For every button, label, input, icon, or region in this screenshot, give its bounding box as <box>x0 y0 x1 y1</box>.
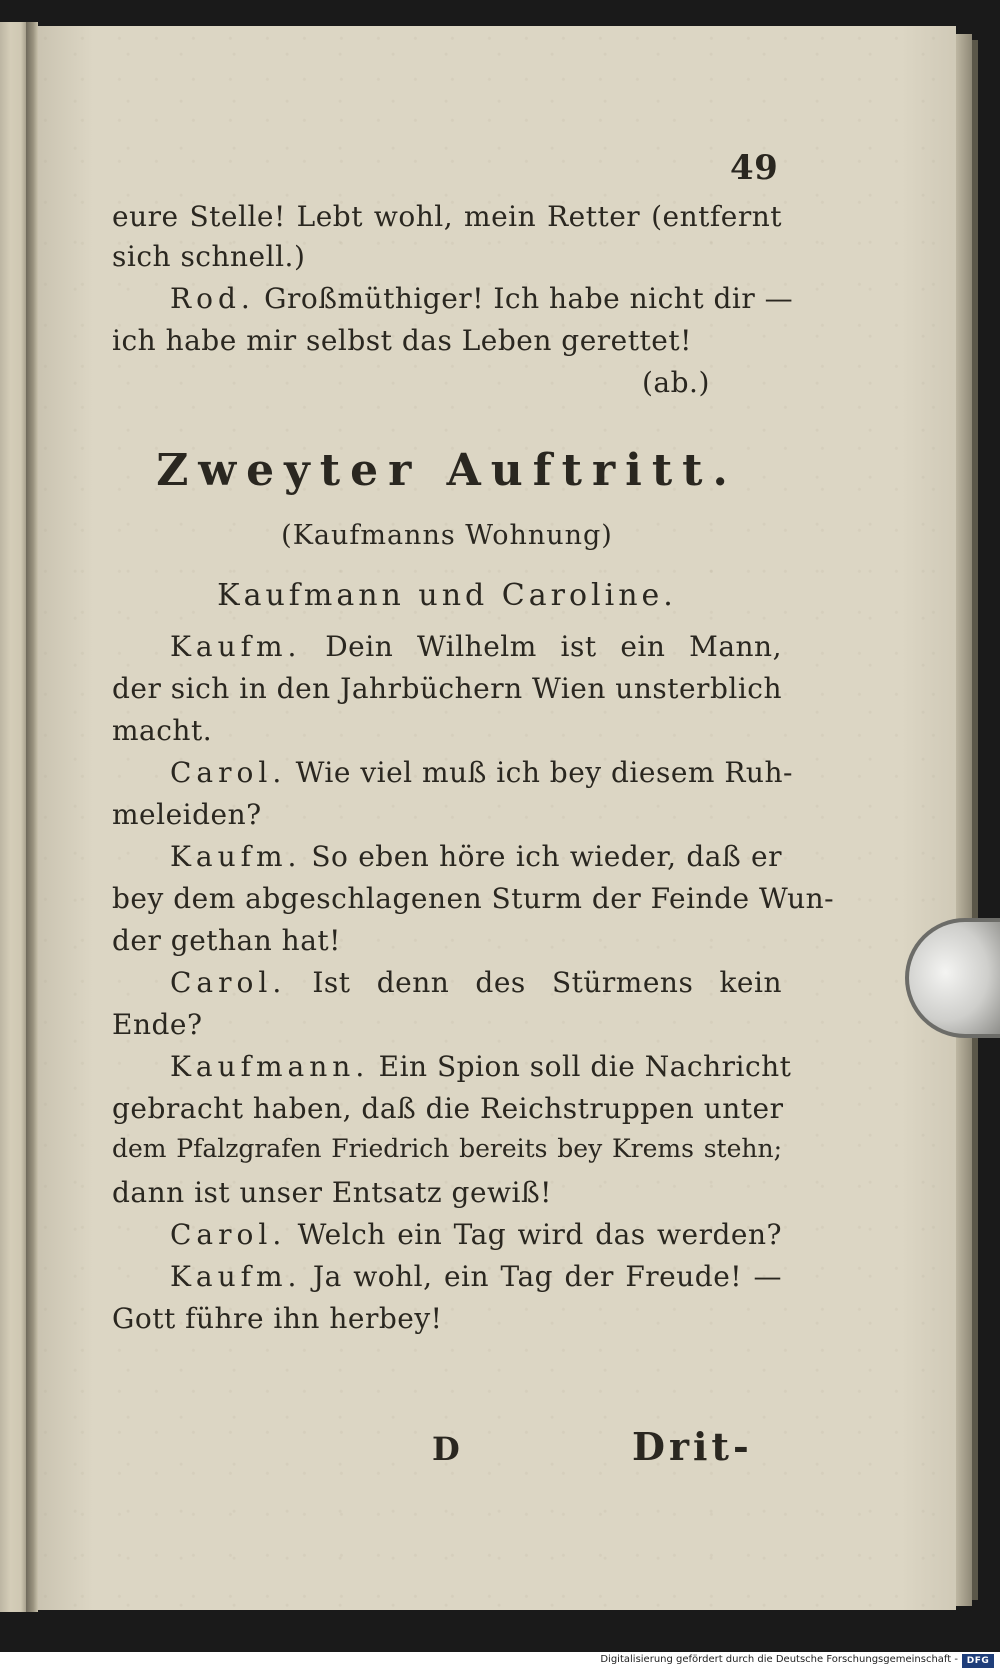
page-stack-edge <box>956 34 972 1606</box>
stage-direction: (ab.) <box>642 366 710 399</box>
dialogue-line <box>112 1092 782 1125</box>
line-text: der gethan hat! <box>112 924 341 957</box>
speaker-name: Carol. <box>170 966 287 999</box>
credit-text: Digitalisierung gefördert durch die Deutsche Forschungsgemeinschaft - <box>600 1654 958 1665</box>
line-text: dann ist unser Entsatz gewiß! <box>112 1176 552 1209</box>
dfg-logo: DFG <box>962 1654 994 1668</box>
previous-page-edge <box>0 22 26 1612</box>
line-text: dem Pfalzgrafen Friedrich bereits bey Krems stehn; <box>112 1134 782 1163</box>
dialogue-line <box>112 1302 782 1335</box>
line-text: Dein Wilhelm ist ein Mann, <box>325 630 782 663</box>
signature-mark: D <box>432 1430 461 1468</box>
scene-location: (Kaufmanns Wohnung) <box>281 520 613 551</box>
page-stack-shadow <box>972 40 978 1600</box>
line-text: bey dem abgeschlagenen Sturm der Feinde Wun- <box>112 882 835 915</box>
speaker-name: Carol. <box>170 1218 287 1251</box>
dialogue-line <box>112 882 835 915</box>
text-line <box>112 240 782 273</box>
dialogue-line <box>170 630 782 663</box>
line-text: gebracht haben, daß die Reichstruppen unter <box>112 1092 784 1125</box>
line-text: Wie viel muß ich bey diesem Ruh- <box>295 756 793 789</box>
speaker-name: Kaufm. <box>170 840 302 873</box>
line-text: Ende? <box>112 1008 203 1041</box>
line-text: Ja wohl, ein Tag der Freude! — <box>312 1260 782 1293</box>
speaker-name: Carol. <box>170 756 287 789</box>
dialogue-line <box>112 1176 782 1209</box>
dialogue-line <box>112 924 782 957</box>
dialogue-line <box>170 1218 782 1251</box>
line-text: Welch ein Tag wird das werden? <box>297 1218 783 1251</box>
dialogue-line <box>112 714 782 747</box>
text-line <box>112 324 782 357</box>
catchword: Drit- <box>632 1424 753 1469</box>
line-text: ich habe mir selbst das Leben gerettet! <box>112 324 692 357</box>
speaker-name: Rod. <box>170 282 255 315</box>
speaker-name: Kaufm. <box>170 1260 302 1293</box>
line-text: Großmüthiger! Ich habe nicht dir — <box>264 282 794 315</box>
dialogue-line <box>170 1050 792 1083</box>
dialogue-line <box>112 1008 782 1041</box>
line-text: Ein Spion soll die Nachricht <box>378 1050 792 1083</box>
line-text: Ist denn des Stürmens kein <box>312 966 782 999</box>
dialogue-line <box>112 672 782 705</box>
line-text: macht. <box>112 714 213 747</box>
text-line <box>170 282 794 315</box>
speaker-name: Kaufm. <box>170 630 302 663</box>
dialogue-line <box>170 756 793 789</box>
line-text: der sich in den Jahrbüchern Wien unsterblich <box>112 672 782 705</box>
dialogue-line <box>112 1134 782 1163</box>
text-line <box>112 200 782 233</box>
dialogue-line <box>170 966 782 999</box>
scene-heading: Zweyter Auftritt. <box>156 445 738 496</box>
book-gutter <box>26 22 38 1612</box>
dialogue-line <box>170 840 782 873</box>
dialogue-line <box>170 1260 782 1293</box>
speaker-name: Kaufmann. <box>170 1050 370 1083</box>
line-text: So eben höre ich wieder, daß er <box>311 840 782 873</box>
line-text: meleiden? <box>112 798 262 831</box>
page-number: 49 <box>730 148 779 188</box>
dialogue-line <box>112 798 782 831</box>
line-text: sich schnell.) <box>112 240 306 273</box>
scene-characters: Kaufmann und Caroline. <box>217 578 677 613</box>
line-text: eure Stelle! Lebt wohl, mein Retter (entfernt <box>112 200 782 233</box>
line-text: Gott führe ihn herbey! <box>112 1302 443 1335</box>
